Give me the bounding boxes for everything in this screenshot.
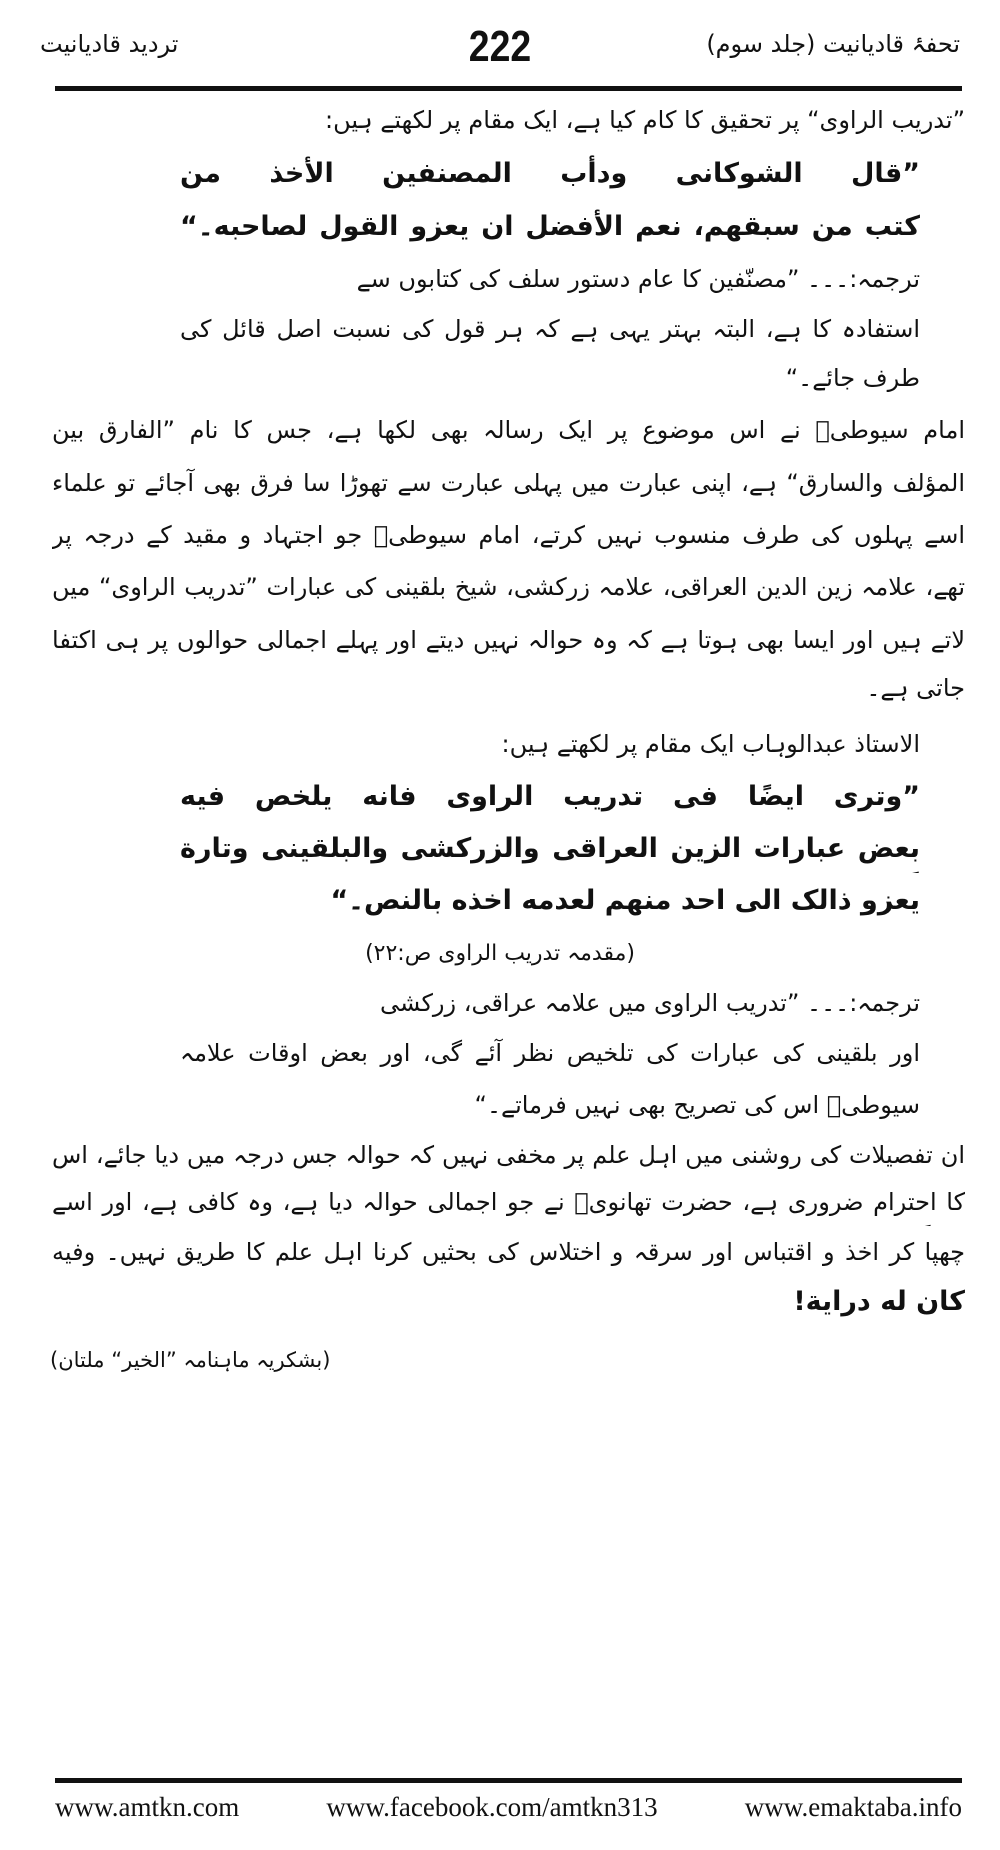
- translation-line: طرف جائے۔“: [785, 364, 920, 392]
- book-title: تحفۂ قادیانیت (جلد سوم): [706, 30, 960, 58]
- paragraph-line: جاتی ہے۔: [866, 674, 965, 702]
- footer-link-facebook: www.facebook.com/amtkn313: [326, 1792, 658, 1822]
- paragraph-line: چھپا کر اخذ و اقتباس اور سرقہ و اختلاس کی بحثیں کرنا اہل علم کا طریق نہیں۔ وفیه: [52, 1238, 965, 1266]
- arabic-quote-line: یعزو ذالک الی احد منهم لعدمه اخذه بالنص۔“: [330, 885, 920, 916]
- paragraph-line: تھے، علامہ زین الدین العراقی، علامہ زرکشی، شیخ بلقینی کی عبارات ”تدریب الراوی“ میں: [52, 573, 965, 601]
- paragraph-line: اسے پہلوں کی طرف منسوب نہیں کرتے، امام سیوطیؒ جو اجتہاد و مقید کے درجہ پر: [52, 521, 965, 549]
- footer-link-emaktaba: www.emaktaba.info: [744, 1792, 962, 1822]
- page-number: 222: [468, 22, 532, 71]
- arabic-quote-line: ”وتری ایضًا فی تدریب الراوی فانه یلخص فیه: [180, 781, 920, 812]
- paragraph-line: کان له درایة!: [793, 1286, 965, 1317]
- translation-line: استفادہ کا ہے، البتہ بہتر یہی ہے کہ ہر قول کی نسبت اصل قائل کی: [180, 315, 920, 343]
- translation-line: اور بلقینی کی عبارات کی تلخیص نظر آئے گی، اور بعض اوقات علامہ: [180, 1039, 920, 1067]
- arabic-quote-line: کتب من سبقهم، نعم الأفضل ان یعزو القول لصاحبه۔“: [180, 211, 920, 242]
- intro-line: الاستاذ عبدالوہاب ایک مقام پر لکھتے ہیں:: [501, 730, 920, 758]
- section-title: تردید قادیانیت: [40, 30, 179, 58]
- intro-line: ”تدریب الراوی“ پر تحقیق کا کام کیا ہے، ایک مقام پر لکھتے ہیں:: [325, 106, 965, 134]
- header-divider: [55, 86, 962, 91]
- paragraph-line: المؤلف والسارق“ ہے، اپنی عبارت میں پہلی عبارت سے تھوڑا سا فرق بھی آجائے تو علماء: [52, 469, 965, 497]
- page-footer: [55, 1792, 962, 1823]
- translation-line: ترجمہ:۔۔۔ ”تدریب الراوی میں علامہ عراقی، زرکشی: [380, 989, 920, 1017]
- source-credit: (بشکریہ ماہنامہ ”الخیر“ ملتان): [50, 1348, 331, 1372]
- paragraph-line: امام سیوطیؒ نے اس موضوع پر ایک رسالہ بھی لکھا ہے، جس کا نام ”الفارق بین: [52, 416, 965, 444]
- paragraph-line: کا احترام ضروری ہے، حضرت تھانویؒ نے جو اجمالی حوالہ دیا ہے، وہ کافی ہے، اور اسے: [52, 1188, 965, 1216]
- paragraph-line: لاتے ہیں اور ایسا بھی ہوتا ہے کہ وہ حوالہ نہیں دیتے اور پہلے اجمالی حوالوں پر ہی اکتفا: [52, 626, 965, 654]
- translation-line: ترجمہ:۔۔۔ ”مصنّفین کا عام دستور سلف کی کتابوں سے: [356, 265, 920, 293]
- translation-line: سیوطیؒ اس کی تصریح بھی نہیں فرماتے۔“: [474, 1091, 920, 1119]
- paragraph-line: ان تفصیلات کی روشنی میں اہل علم پر مخفی نہیں کہ حوالہ جس درجہ میں دیا جائے، اس: [52, 1141, 965, 1169]
- footer-divider: [55, 1778, 962, 1783]
- arabic-quote-line: بعض عبارات الزین العراقی والزرکشی والبلقینی وتارة: [180, 833, 920, 864]
- footer-link-amtkn: www.amtkn.com: [55, 1792, 240, 1822]
- citation: (مقدمہ تدریب الراوی ص:۲۲): [365, 941, 635, 966]
- arabic-quote-line: ”قال الشوکانی ودأب المصنفین الأخذ من: [180, 158, 920, 189]
